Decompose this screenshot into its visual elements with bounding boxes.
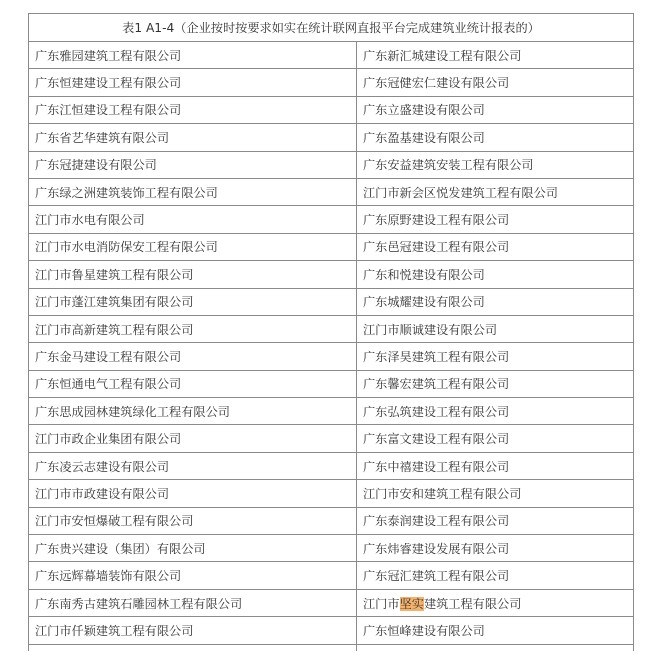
table-row [29, 398, 634, 425]
company-name-right: 广东炜睿建设发展有限公司 [357, 535, 634, 562]
table-row [29, 535, 634, 562]
company-name-left: 广东雅园建筑工程有限公司 [29, 42, 357, 69]
partial-cell [29, 644, 357, 651]
table-row [29, 617, 634, 644]
company-name-left: 广东江恒建设工程有限公司 [29, 96, 357, 123]
table-row [29, 69, 634, 96]
table-row [29, 507, 634, 534]
company-name-left: 广东贵兴建设（集团）有限公司 [29, 535, 357, 562]
caption-row [29, 14, 634, 42]
table-row [29, 124, 634, 151]
company-list-table [28, 13, 634, 651]
company-name-right: 广东泽昊建筑工程有限公司 [357, 343, 634, 370]
company-name-left: 江门市蓬江建筑集团有限公司 [29, 288, 357, 315]
company-name-left: 广东恒建建设工程有限公司 [29, 69, 357, 96]
table-caption: 表1 A1-4（企业按时按要求如实在统计联网直报平台完成建筑业统计报表的） [29, 14, 634, 42]
table-row [29, 589, 634, 616]
company-name-right: 广东冠汇建筑工程有限公司 [357, 562, 634, 589]
company-name-left: 江门市仟颖建筑工程有限公司 [29, 617, 357, 644]
company-name-right: 广东立盛建设有限公司 [357, 96, 634, 123]
company-name-left: 广东省艺华建筑有限公司 [29, 124, 357, 151]
company-name-right: 广东安益建筑安装工程有限公司 [357, 151, 634, 178]
company-name-left: 江门市鲁星建筑工程有限公司 [29, 261, 357, 288]
company-name-left: 广东远辉幕墙装饰有限公司 [29, 562, 357, 589]
company-name-right: 广东邑冠建设工程有限公司 [357, 233, 634, 260]
company-name-left: 江门市政企业集团有限公司 [29, 425, 357, 452]
table-row [29, 562, 634, 589]
company-name-left: 江门市水电消防保安工程有限公司 [29, 233, 357, 260]
table-row [29, 233, 634, 260]
table-row [29, 178, 634, 205]
table-row [29, 480, 634, 507]
company-name-left: 广东冠捷建设有限公司 [29, 151, 357, 178]
company-name-right: 广东馨宏建筑工程有限公司 [357, 370, 634, 397]
company-name-left: 广东金马建设工程有限公司 [29, 343, 357, 370]
table-row [29, 288, 634, 315]
table-row [29, 452, 634, 479]
company-name-right: 广东弘筑建设工程有限公司 [357, 398, 634, 425]
company-name-right: 广东富文建设工程有限公司 [357, 425, 634, 452]
table-row [29, 42, 634, 69]
company-name-left: 江门市市政建设有限公司 [29, 480, 357, 507]
highlight-suffix: 建筑工程有限公司 [423, 596, 522, 611]
company-name-right: 江门市安和建筑工程有限公司 [357, 480, 634, 507]
table-row [29, 206, 634, 233]
table-row [29, 96, 634, 123]
company-name-right: 广东泰润建设工程有限公司 [357, 507, 634, 534]
table-row [29, 151, 634, 178]
table-row [29, 261, 634, 288]
company-name-left: 江门市高新建筑工程有限公司 [29, 315, 357, 342]
table-row [29, 370, 634, 397]
company-name-left: 广东绿之洲建筑装饰工程有限公司 [29, 178, 357, 205]
table-row [29, 315, 634, 342]
company-name-right: 广东冠健宏仁建设有限公司 [357, 69, 634, 96]
table-row-partial [29, 644, 634, 651]
company-name-left: 广东凌云志建设有限公司 [29, 452, 357, 479]
company-name-right: 广东城耀建设有限公司 [357, 288, 634, 315]
partial-cell [357, 644, 634, 651]
company-name-left: 广东南秀古建筑石雕园林工程有限公司 [29, 589, 357, 616]
company-name-right: 广东中禧建设工程有限公司 [357, 452, 634, 479]
company-name-left: 江门市安恒爆破工程有限公司 [29, 507, 357, 534]
company-name-left: 江门市水电有限公司 [29, 206, 357, 233]
company-name-right: 广东新汇城建设工程有限公司 [357, 42, 634, 69]
table-body [29, 42, 634, 651]
company-name-right: 广东原野建设工程有限公司 [357, 206, 634, 233]
table-row [29, 425, 634, 452]
company-name-right: 广东恒峰建设有限公司 [357, 617, 634, 644]
table-row [29, 343, 634, 370]
company-name-left: 广东恒通电气工程有限公司 [29, 370, 357, 397]
company-name-right: 广东和悦建设有限公司 [357, 261, 634, 288]
company-name-right: 江门市顺诚建设有限公司 [357, 315, 634, 342]
search-highlight-mark: 坚实 [399, 596, 424, 611]
company-name-left: 广东思成园林建筑绿化工程有限公司 [29, 398, 357, 425]
company-name-right [357, 589, 634, 616]
company-name-right: 广东盈基建设有限公司 [357, 124, 634, 151]
company-name-right: 江门市新会区悦发建筑工程有限公司 [357, 178, 634, 205]
highlight-prefix: 江门市 [363, 596, 400, 611]
